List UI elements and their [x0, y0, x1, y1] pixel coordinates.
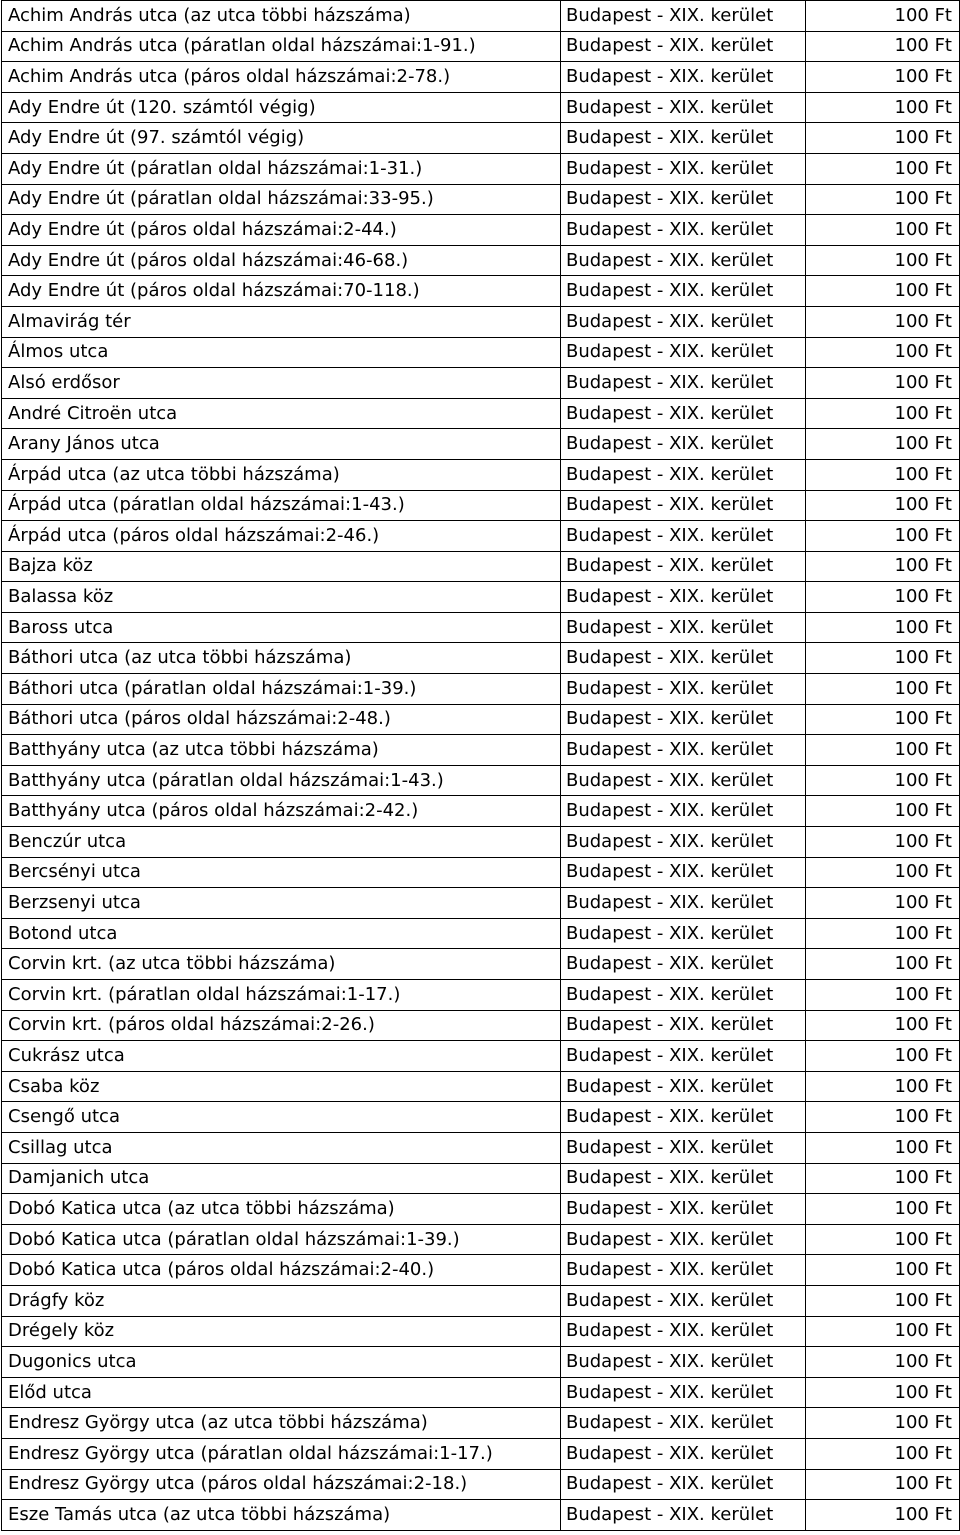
price-cell: 100 Ft	[806, 337, 960, 368]
price-cell: 100 Ft	[806, 1347, 960, 1378]
street-name-cell: Drágfy köz	[2, 1285, 561, 1316]
district-cell: Budapest - XIX. kerület	[561, 704, 806, 735]
street-name-cell: Báthori utca (páros oldal házszámai:2-48.)	[2, 704, 561, 735]
price-cell: 100 Ft	[806, 123, 960, 154]
price-cell: 100 Ft	[806, 1408, 960, 1439]
district-cell: Budapest - XIX. kerület	[561, 857, 806, 888]
street-price-table	[1, 0, 960, 1531]
table-row	[2, 337, 960, 368]
district-cell: Budapest - XIX. kerület	[561, 1500, 806, 1531]
street-name-cell: Achim András utca (az utca többi házszáma)	[2, 1, 561, 32]
street-name-cell: Arany János utca	[2, 429, 561, 460]
district-cell: Budapest - XIX. kerület	[561, 62, 806, 93]
table-row	[2, 1347, 960, 1378]
price-cell: 100 Ft	[806, 1377, 960, 1408]
price-cell: 100 Ft	[806, 62, 960, 93]
price-cell: 100 Ft	[806, 429, 960, 460]
street-name-cell: Bercsényi utca	[2, 857, 561, 888]
table-row	[2, 1132, 960, 1163]
table-row	[2, 1377, 960, 1408]
street-name-cell: Árpád utca (páros oldal házszámai:2-46.)	[2, 521, 561, 552]
district-cell: Budapest - XIX. kerület	[561, 368, 806, 399]
district-cell: Budapest - XIX. kerület	[561, 276, 806, 307]
table-row	[2, 92, 960, 123]
table-row	[2, 1438, 960, 1469]
price-cell: 100 Ft	[806, 490, 960, 521]
price-cell: 100 Ft	[806, 1071, 960, 1102]
table-row	[2, 306, 960, 337]
district-cell: Budapest - XIX. kerület	[561, 1285, 806, 1316]
price-cell: 100 Ft	[806, 215, 960, 246]
table-row	[2, 215, 960, 246]
price-cell: 100 Ft	[806, 674, 960, 705]
district-cell: Budapest - XIX. kerület	[561, 1438, 806, 1469]
table-row	[2, 1163, 960, 1194]
district-cell: Budapest - XIX. kerület	[561, 827, 806, 858]
district-cell: Budapest - XIX. kerület	[561, 1163, 806, 1194]
price-cell: 100 Ft	[806, 398, 960, 429]
district-cell: Budapest - XIX. kerület	[561, 1377, 806, 1408]
table-row	[2, 1194, 960, 1225]
street-name-cell: Batthyány utca (az utca többi házszáma)	[2, 735, 561, 766]
price-cell: 100 Ft	[806, 1132, 960, 1163]
district-cell: Budapest - XIX. kerület	[561, 1, 806, 32]
table-row	[2, 1316, 960, 1347]
district-cell: Budapest - XIX. kerület	[561, 1041, 806, 1072]
district-cell: Budapest - XIX. kerület	[561, 521, 806, 552]
district-cell: Budapest - XIX. kerület	[561, 949, 806, 980]
table-body	[2, 1, 960, 1531]
district-cell: Budapest - XIX. kerület	[561, 612, 806, 643]
price-cell: 100 Ft	[806, 857, 960, 888]
street-name-cell: Alsó erdősor	[2, 368, 561, 399]
district-cell: Budapest - XIX. kerület	[561, 1194, 806, 1225]
street-name-cell: Benczúr utca	[2, 827, 561, 858]
district-cell: Budapest - XIX. kerület	[561, 153, 806, 184]
table-row	[2, 1224, 960, 1255]
table-row	[2, 459, 960, 490]
table-row	[2, 612, 960, 643]
street-name-cell: Dobó Katica utca (páros oldal házszámai:2-40.)	[2, 1255, 561, 1286]
street-name-cell: Batthyány utca (páros oldal házszámai:2-42.)	[2, 796, 561, 827]
table-row	[2, 1255, 960, 1286]
district-cell: Budapest - XIX. kerület	[561, 643, 806, 674]
street-name-cell: Esze Tamás utca (az utca többi házszáma)	[2, 1500, 561, 1531]
district-cell: Budapest - XIX. kerület	[561, 1408, 806, 1439]
street-name-cell: Ady Endre út (páros oldal házszámai:2-44.)	[2, 215, 561, 246]
table-row	[2, 123, 960, 154]
price-cell: 100 Ft	[806, 459, 960, 490]
table-row	[2, 62, 960, 93]
street-name-cell: Ady Endre út (páros oldal házszámai:70-118.)	[2, 276, 561, 307]
price-cell: 100 Ft	[806, 918, 960, 949]
street-name-cell: Batthyány utca (páratlan oldal házszámai:1-43.)	[2, 765, 561, 796]
street-name-cell: Dugonics utca	[2, 1347, 561, 1378]
street-name-cell: Corvin krt. (páros oldal házszámai:2-26.)	[2, 1010, 561, 1041]
price-cell: 100 Ft	[806, 643, 960, 674]
table-row	[2, 888, 960, 919]
price-cell: 100 Ft	[806, 306, 960, 337]
street-name-cell: Báthori utca (az utca többi házszáma)	[2, 643, 561, 674]
table-row	[2, 582, 960, 613]
street-name-cell: Csillag utca	[2, 1132, 561, 1163]
price-cell: 100 Ft	[806, 521, 960, 552]
street-name-cell: Drégely köz	[2, 1316, 561, 1347]
street-name-cell: Árpád utca (az utca többi házszáma)	[2, 459, 561, 490]
street-name-cell: Corvin krt. (páratlan oldal házszámai:1-17.)	[2, 980, 561, 1011]
price-cell: 100 Ft	[806, 153, 960, 184]
district-cell: Budapest - XIX. kerület	[561, 735, 806, 766]
table-row	[2, 551, 960, 582]
table-row	[2, 643, 960, 674]
street-name-cell: Balassa köz	[2, 582, 561, 613]
street-name-cell: Achim András utca (páratlan oldal házszámai:1-91.)	[2, 31, 561, 62]
district-cell: Budapest - XIX. kerület	[561, 215, 806, 246]
district-cell: Budapest - XIX. kerület	[561, 184, 806, 215]
table-row	[2, 184, 960, 215]
district-cell: Budapest - XIX. kerület	[561, 459, 806, 490]
district-cell: Budapest - XIX. kerület	[561, 918, 806, 949]
street-name-cell: Endresz György utca (az utca többi házszáma)	[2, 1408, 561, 1439]
street-name-cell: Ady Endre út (páratlan oldal házszámai:1-31.)	[2, 153, 561, 184]
district-cell: Budapest - XIX. kerület	[561, 765, 806, 796]
table-row	[2, 153, 960, 184]
table-row	[2, 765, 960, 796]
table-row	[2, 490, 960, 521]
street-name-cell: Ady Endre út (páros oldal házszámai:46-68.)	[2, 245, 561, 276]
price-cell: 100 Ft	[806, 1316, 960, 1347]
street-name-cell: Dobó Katica utca (az utca többi házszáma)	[2, 1194, 561, 1225]
street-name-cell: Ady Endre út (páratlan oldal házszámai:33-95.)	[2, 184, 561, 215]
district-cell: Budapest - XIX. kerület	[561, 306, 806, 337]
district-cell: Budapest - XIX. kerület	[561, 674, 806, 705]
table-row	[2, 1102, 960, 1133]
table-row	[2, 857, 960, 888]
table-row	[2, 1469, 960, 1500]
table-row	[2, 1408, 960, 1439]
district-cell: Budapest - XIX. kerület	[561, 398, 806, 429]
price-cell: 100 Ft	[806, 1102, 960, 1133]
street-name-cell: Achim András utca (páros oldal házszámai:2-78.)	[2, 62, 561, 93]
table-row	[2, 429, 960, 460]
street-name-cell: Damjanich utca	[2, 1163, 561, 1194]
street-name-cell: André Citroën utca	[2, 398, 561, 429]
table-row	[2, 276, 960, 307]
street-name-cell: Botond utca	[2, 918, 561, 949]
district-cell: Budapest - XIX. kerület	[561, 1102, 806, 1133]
street-name-cell: Almavirág tér	[2, 306, 561, 337]
district-cell: Budapest - XIX. kerület	[561, 980, 806, 1011]
street-name-cell: Bajza köz	[2, 551, 561, 582]
price-cell: 100 Ft	[806, 1, 960, 32]
table-row	[2, 704, 960, 735]
street-name-cell: Cukrász utca	[2, 1041, 561, 1072]
price-cell: 100 Ft	[806, 582, 960, 613]
price-cell: 100 Ft	[806, 276, 960, 307]
street-name-cell: Berzsenyi utca	[2, 888, 561, 919]
price-cell: 100 Ft	[806, 551, 960, 582]
district-cell: Budapest - XIX. kerület	[561, 551, 806, 582]
table-row	[2, 368, 960, 399]
table-row	[2, 949, 960, 980]
district-cell: Budapest - XIX. kerület	[561, 429, 806, 460]
price-cell: 100 Ft	[806, 245, 960, 276]
district-cell: Budapest - XIX. kerület	[561, 582, 806, 613]
street-name-cell: Árpád utca (páratlan oldal házszámai:1-43.)	[2, 490, 561, 521]
price-cell: 100 Ft	[806, 1469, 960, 1500]
table-row	[2, 1010, 960, 1041]
table-row	[2, 1285, 960, 1316]
price-cell: 100 Ft	[806, 1438, 960, 1469]
table-row	[2, 1071, 960, 1102]
district-cell: Budapest - XIX. kerület	[561, 1224, 806, 1255]
table-row	[2, 1500, 960, 1531]
district-cell: Budapest - XIX. kerület	[561, 1071, 806, 1102]
price-cell: 100 Ft	[806, 796, 960, 827]
district-cell: Budapest - XIX. kerület	[561, 31, 806, 62]
table-row	[2, 980, 960, 1011]
district-cell: Budapest - XIX. kerület	[561, 92, 806, 123]
street-name-cell: Csaba köz	[2, 1071, 561, 1102]
district-cell: Budapest - XIX. kerület	[561, 796, 806, 827]
street-name-cell: Endresz György utca (páros oldal házszámai:2-18.)	[2, 1469, 561, 1500]
price-cell: 100 Ft	[806, 1163, 960, 1194]
district-cell: Budapest - XIX. kerület	[561, 1255, 806, 1286]
price-cell: 100 Ft	[806, 368, 960, 399]
table-row	[2, 674, 960, 705]
district-cell: Budapest - XIX. kerület	[561, 337, 806, 368]
price-cell: 100 Ft	[806, 704, 960, 735]
street-name-cell: Dobó Katica utca (páratlan oldal házszámai:1-39.)	[2, 1224, 561, 1255]
price-cell: 100 Ft	[806, 612, 960, 643]
district-cell: Budapest - XIX. kerület	[561, 245, 806, 276]
table-row	[2, 31, 960, 62]
price-cell: 100 Ft	[806, 1500, 960, 1531]
street-name-cell: Corvin krt. (az utca többi házszáma)	[2, 949, 561, 980]
price-cell: 100 Ft	[806, 888, 960, 919]
street-name-cell: Ady Endre út (97. számtól végig)	[2, 123, 561, 154]
price-cell: 100 Ft	[806, 92, 960, 123]
district-cell: Budapest - XIX. kerület	[561, 1010, 806, 1041]
price-cell: 100 Ft	[806, 1194, 960, 1225]
table-row	[2, 796, 960, 827]
price-cell: 100 Ft	[806, 1285, 960, 1316]
price-cell: 100 Ft	[806, 1010, 960, 1041]
district-cell: Budapest - XIX. kerület	[561, 123, 806, 154]
district-cell: Budapest - XIX. kerület	[561, 888, 806, 919]
table-row	[2, 398, 960, 429]
district-cell: Budapest - XIX. kerület	[561, 1469, 806, 1500]
price-cell: 100 Ft	[806, 949, 960, 980]
district-cell: Budapest - XIX. kerület	[561, 1347, 806, 1378]
table-row	[2, 521, 960, 552]
price-cell: 100 Ft	[806, 31, 960, 62]
district-cell: Budapest - XIX. kerület	[561, 1132, 806, 1163]
price-cell: 100 Ft	[806, 735, 960, 766]
street-name-cell: Előd utca	[2, 1377, 561, 1408]
street-name-cell: Ady Endre út (120. számtól végig)	[2, 92, 561, 123]
price-cell: 100 Ft	[806, 1224, 960, 1255]
table-row	[2, 827, 960, 858]
price-cell: 100 Ft	[806, 980, 960, 1011]
price-cell: 100 Ft	[806, 1041, 960, 1072]
table-row	[2, 918, 960, 949]
street-name-cell: Báthori utca (páratlan oldal házszámai:1-39.)	[2, 674, 561, 705]
street-name-cell: Álmos utca	[2, 337, 561, 368]
street-name-cell: Endresz György utca (páratlan oldal házszámai:1-17.)	[2, 1438, 561, 1469]
price-cell: 100 Ft	[806, 765, 960, 796]
price-cell: 100 Ft	[806, 1255, 960, 1286]
price-cell: 100 Ft	[806, 827, 960, 858]
street-name-cell: Baross utca	[2, 612, 561, 643]
street-name-cell: Csengő utca	[2, 1102, 561, 1133]
table-row	[2, 735, 960, 766]
table-row	[2, 1041, 960, 1072]
district-cell: Budapest - XIX. kerület	[561, 1316, 806, 1347]
table-row	[2, 1, 960, 32]
price-cell: 100 Ft	[806, 184, 960, 215]
table-row	[2, 245, 960, 276]
district-cell: Budapest - XIX. kerület	[561, 490, 806, 521]
